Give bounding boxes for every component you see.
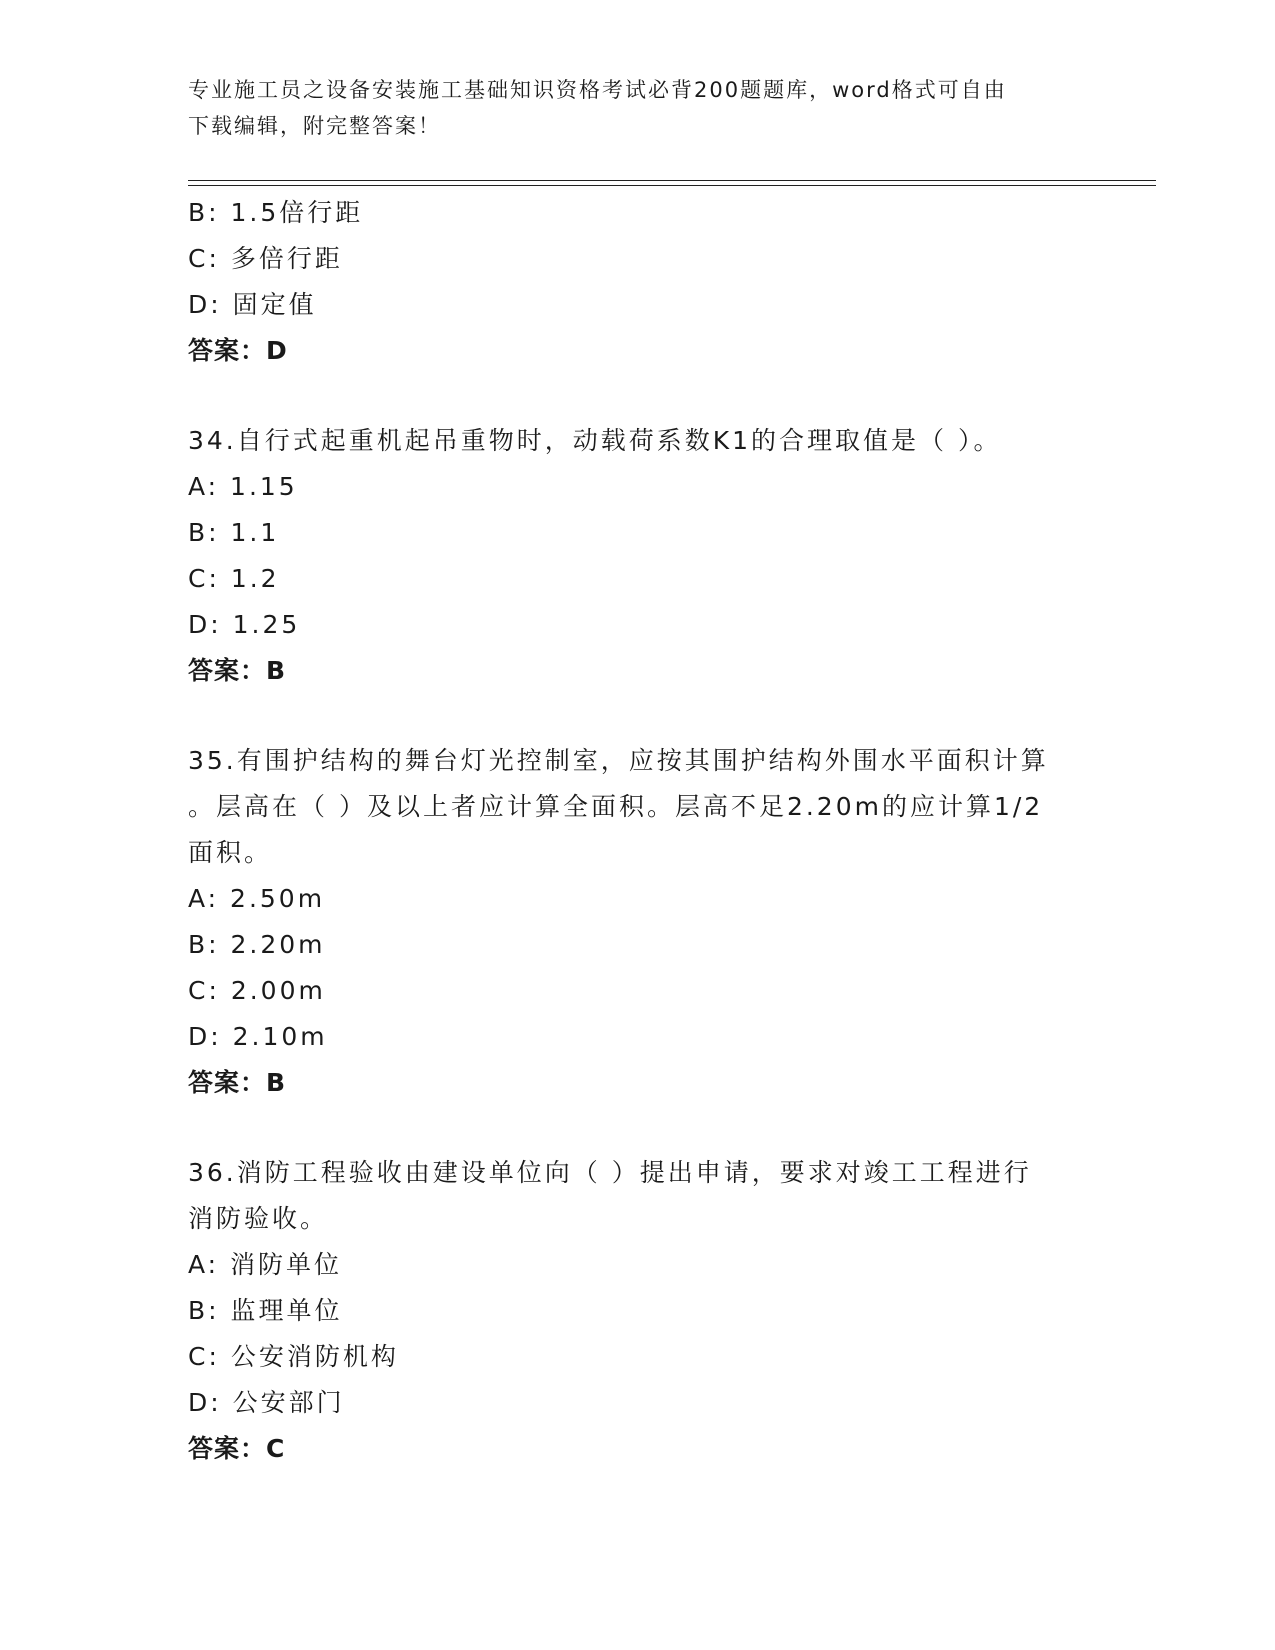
question-35 <box>188 738 1088 1106</box>
header-line-1: 专业施工员之设备安装施工基础知识资格考试必背200题题库，word格式可自由 <box>188 78 1007 102</box>
option-d: D: 1.25 <box>188 610 301 639</box>
option-a: A: 2.50m <box>188 884 326 913</box>
option-d: D: 2.10m <box>188 1022 328 1051</box>
header-line-2: 下载编辑，附完整答案！ <box>188 114 441 138</box>
document-header <box>188 72 1068 144</box>
option-d: D: 公安部门 <box>188 1388 345 1417</box>
question-list <box>188 190 1088 1472</box>
option-a: A: 消防单位 <box>188 1250 343 1279</box>
question-stem: 35.有围护结构的舞台灯光控制室，应按其围护结构外围水平面积计算 <box>188 746 1049 775</box>
question-stem: 36.消防工程验收由建设单位向（ ）提出申请，要求对竣工工程进行 <box>188 1158 1032 1187</box>
option-b: B: 2.20m <box>188 930 326 959</box>
option-b: B: 1.5倍行距 <box>188 198 364 227</box>
question-continued <box>188 190 1088 374</box>
option-c: C: 多倍行距 <box>188 244 343 273</box>
question-stem: 。层高在（ ）及以上者应计算全面积。层高不足2.20m的应计算1/2 <box>188 792 1044 821</box>
option-c: C: 公安消防机构 <box>188 1342 399 1371</box>
answer-line: 答案：B <box>188 1068 287 1097</box>
header-rule-top <box>188 180 1156 181</box>
option-c: C: 1.2 <box>188 564 280 593</box>
header-rule-bottom <box>188 185 1156 186</box>
option-a: A: 1.15 <box>188 472 298 501</box>
question-stem: 34.自行式起重机起吊重物时，动载荷系数K1的合理取值是（ ）。 <box>188 426 1002 455</box>
question-stem: 面积。 <box>188 838 273 867</box>
option-c: C: 2.00m <box>188 976 326 1005</box>
option-d: D: 固定值 <box>188 290 317 319</box>
question-34 <box>188 418 1088 694</box>
question-36 <box>188 1150 1088 1472</box>
question-stem: 消防验收。 <box>188 1204 329 1233</box>
answer-line: 答案：C <box>188 1434 286 1463</box>
answer-line: 答案：D <box>188 336 288 365</box>
option-b: B: 监理单位 <box>188 1296 343 1325</box>
answer-line: 答案：B <box>188 656 287 685</box>
option-b: B: 1.1 <box>188 518 280 547</box>
